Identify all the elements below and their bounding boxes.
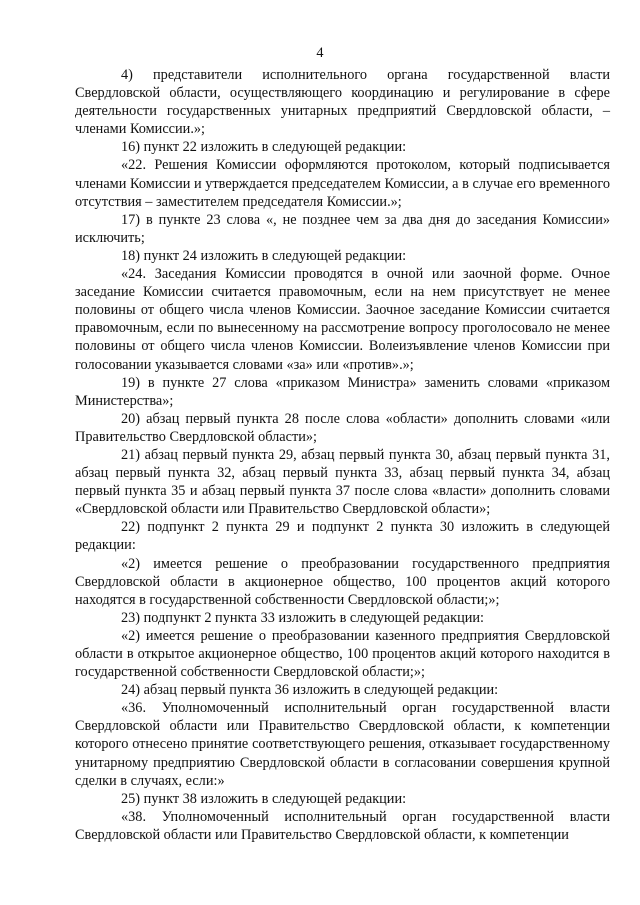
paragraph: 25) пункт 38 изложить в следующей редакции: (121, 790, 407, 807)
paragraph: «38. Уполномоченный исполнительный орган государственной власти Свердловской области или Правительство Свердловской области, к компетенции (75, 808, 610, 843)
paragraph: «24. Заседания Комиссии проводятся в очной или заочной форме. Очное заседание Комиссии считается правомочным, если на нем присутствует не менее половины от общего числа членов Комиссии. Заочное заседание Комиссии считается правомочным, если по вынесенному на рассмотрение вопросу проголосовало не менее половины от общего числа членов Комиссии. Волеизъявление членов Комиссии при голосовании указывается словами «за» или «против».»; (75, 266, 610, 373)
paragraph: 22) подпункт 2 пункта 29 и подпункт 2 пункта 30 изложить в следующей редакции: (75, 519, 610, 554)
paragraph: 17) в пункте 23 слова «, не позднее чем за два дня до заседания Комиссии» исключить; (75, 211, 610, 246)
paragraph: 20) абзац первый пункта 28 после слова «области» дополнить словами «или Правительство Свердловской области»; (75, 410, 610, 445)
paragraph: 16) пункт 22 изложить в следующей редакции: (121, 139, 407, 156)
paragraph: «36. Уполномоченный исполнительный орган государственной власти Свердловской области или Правительство Свердловской области, к компетенции которого отнесено принятие соответствующего решения, отказывает государственному унитарному предприятию Свердловской области в согласовании совершения крупной сделки в случаях, если:» (75, 700, 610, 789)
paragraph: «2) имеется решение о преобразовании казенного предприятия Свердловской области в открытое акционерное общество, 100 процентов акций которого находится в государственной собственности Свердловской области;»; (75, 627, 610, 681)
paragraph: «2) имеется решение о преобразовании государственного предприятия Свердловской области в акционерное общество, 100 процентов акций которого находятся в государственной собственности Свердловской области;»; (75, 555, 610, 608)
paragraph: 18) пункт 24 изложить в следующей редакции: (121, 247, 407, 264)
paragraph: 21) абзац первый пункта 29, абзац первый пункта 30, абзац первый пункта 31, абзац первый пункта 32, абзац первый пункта 33, абзац первый пункта 34, абзац первый пункта 35 и абзац первый пункта 37 после слова «власти» дополнить словами «Свердловской области или Правительство Свердловской области»; (75, 446, 610, 518)
paragraph: 4) представители исполнительного органа государственной власти Свердловской области, осуществляющего координацию и регулирование в сфере деятельности государственных унитарных предприятий Свердловской области, – членами Комиссии.»; (75, 67, 610, 138)
paragraph: «22. Решения Комиссии оформляются протоколом, который подписывается членами Комиссии и утверждается председателем Комиссии, а в случае его временного отсутствия – заместителем председателя Комиссии.»; (75, 157, 610, 210)
page-number: 4 (316, 45, 324, 61)
paragraph: 23) подпункт 2 пункта 33 изложить в следующей редакции: (121, 609, 485, 626)
paragraph: 24) абзац первый пункта 36 изложить в следующей редакции: (121, 682, 499, 699)
paragraph: 19) в пункте 27 слова «приказом Министра» заменить словами «приказом Министерства»; (75, 374, 610, 409)
document-body (75, 66, 610, 844)
